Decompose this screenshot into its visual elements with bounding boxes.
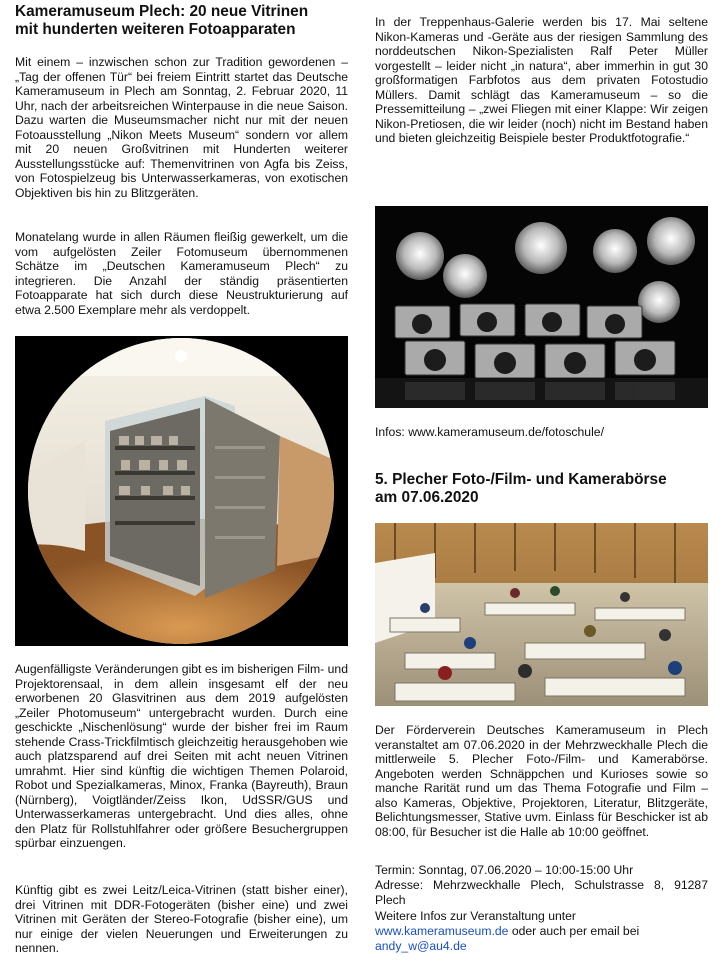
article-title: Kameramuseum Plech: 20 neue Vitrinen mit hunderten weiteren Fotoapparaten [15, 3, 309, 38]
contact-line [375, 924, 708, 953]
paragraph-gallery: In der Treppenhaus-Galerie werden bis 17. Mai seltene Nikon-Kameras und -Geräte aus der riesigen Sammlung des norddeutschen Nikon-Spezialisten Ralf Peter Müller vorgestellt – leider nicht „in natura“, aber immerhin in gut 30 großformatigen Farbfotos aus dem privaten Fotostudio Müllers. Damit schlägt das Kameramuseum – so die Pressemitteilung – „zwei Fliegen mit einer Klappe: Wir zeigen Nikon-Pretiosen, die wir leider (noch) nicht im Bestand haben und bieten gleichzeitig Beispiele bester Produktfotografie.“ [375, 15, 708, 145]
paragraph-intro: Mit einem – inzwischen schon zur Tradition gewordenen – „Tag der offenen Tür“ bei freiem Eintritt startet das Deutsche Kameramuseum in Plech am Sonntag, 2. Februar 2020, 11 Uhr, nach der arbeitsreichen Winterpause in die neue Saison. Dazu warten die Museumsmacher nicht nur mit der neuen Fotoausstellung „Nikon Meets Museum“ sondern vor allem mit 20 neuen Großvitrinen mit Hunderten weiterer Ausstellungsstücke auf: Themenvitrinen von Agfa bis Zeiss, von Fotospielzeug bis Unterwasserkameras, von exotischen Objektiven bis hin zu Blitzgeräten. [15, 55, 348, 200]
event-date: Termin: Sonntag, 07.06.2020 – 10:00-15:00 Uhr [375, 863, 634, 877]
paragraph-renovation: Monatelang wurde in allen Räumen fleißig gewerkelt, um die vom aufgelösten Zeiler Fotomuseum übernommenen Schätze im „Deutschen Kameramuseum Plech“ zu integrieren. Die Anzahl der ständig präsentierten Fotoapparate hat sich durch diese Neustrukturierung auf etwa 2.500 Exemplare mehr als verdoppelt. [15, 230, 348, 317]
email-link[interactable]: andy_w@au4.de [375, 938, 467, 953]
info-line: Infos: www.kameramuseum.de/fotoschule/ [375, 425, 604, 439]
more-info-line: Weitere Infos zur Veranstaltung unter [375, 909, 576, 923]
event-address: Adresse: Mehrzweckhalle Plech, Schulstrasse 8, 91287 Plech [375, 878, 708, 907]
camera-fair-hall-photo [375, 523, 708, 706]
museum-fisheye-photo [15, 336, 348, 646]
paragraph-changes: Augenfälligste Veränderungen gibt es im bisherigen Film- und Projektorensaal, in dem allein insgesamt elf der neu erworbenen 20 Glasvitrinen aus dem 2019 aufgelösten „Zeiler Photomuseum“ untergebracht wurden. Durch eine geschickte „Nischenlösung“ wurde der bisher frei im Raum stehende Crass-Trickfilmtisch gleichzeitig herausgehoben wie auch platzsparend auf drei Seiten mit acht neuen Vitrinen umrahmt. Hier sind künftig die wichtigen Themen Polaroid, Robot und Spezialkameras, Minox, Franka (Bayreuth), Braun (Nürnberg), Voigtländer/Zeiss Ikon, UdSSR/GUS und Unterwasserkameras untergebracht. Und dies alles, ohne den Platz für Rollstuhlfahrer oder größere Besuchergruppen spürbar einzuengen. [15, 662, 348, 850]
paragraph-exchange: Der Förderverein Deutsches Kameramuseum in Plech veranstaltet am 07.06.2020 in der Mehrzweckhalle Plech die mittlerweile 5. Plecher Foto-/Film- und Kamerabörse. Angeboten werden Schnäppchen und Kurioses sowie so manche Rarität rund um das Thema Fotografie und Film – also Kameras, Objektive, Projektoren, Literatur, Blitzgeräte, Belichtungsmesser, Stative uvm. Einlass für Beschicker ist ab 08:00, für Besucher ist die Halle ab 10:00 geöffnet. [375, 723, 708, 839]
paragraph-future: Künftig gibt es zwei Leitz/Leica-Vitrinen (statt bisher einer), drei Vitrinen mit DDR-Fotogeräten (bisher eine) und zwei Vitrinen mit Geräten der Stereo-Fotografie (bisher eine), um nur einige der vielen Neuerungen und Erweiterungen zu nennen. [15, 883, 348, 955]
contact-connector: oder auch per email bei [508, 924, 640, 938]
exchange-title: 5. Plecher Foto-/Film- und Kamerabörse am 07.06.2020 [375, 471, 667, 506]
nikon-cameras-photo [375, 206, 708, 408]
website-link[interactable]: www.kameramuseum.de [375, 924, 509, 938]
